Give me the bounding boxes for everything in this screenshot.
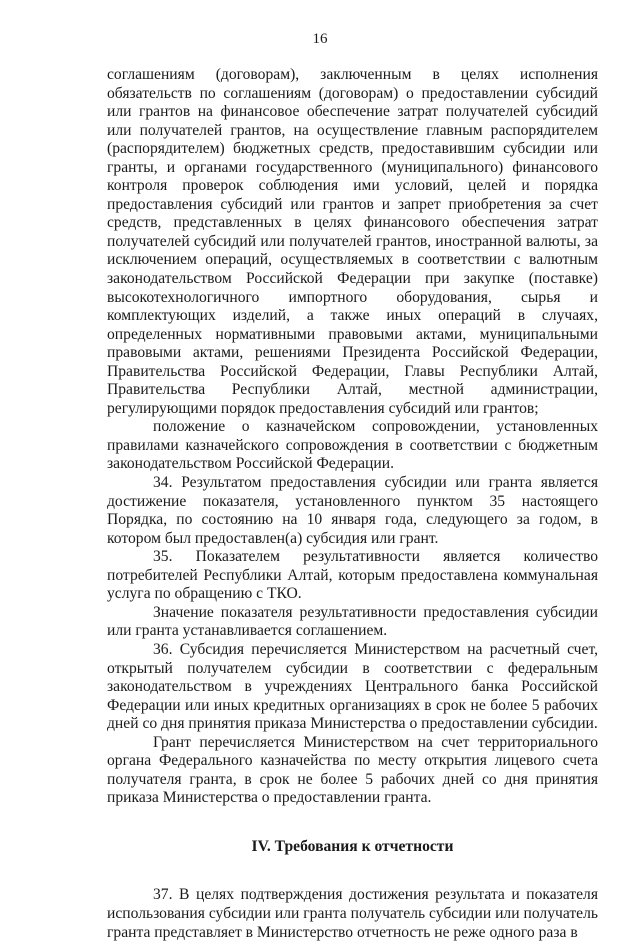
paragraph: положение о казначейском сопровождении, установленных правилами казначейского сопровождения в соответствии с бюджетным законодательством Российской Федерации. [107, 418, 598, 473]
paragraph: Грант перечисляется Министерством на счет территориального органа Федерального казначейства по месту открытия лицевого счета получателя гранта, в срок не более 5 рабочих дней со дня принятия приказа Министерства о предоставлении гранта. [107, 733, 598, 807]
document-body [107, 66, 598, 942]
paragraph: Значение показателя результативности предоставления субсидии или гранта устанавливается соглашением. [107, 603, 598, 640]
paragraph: 37. В целях подтверждения достижения результата и показателя использования субсидии или гранта получатель субсидии или получатель гранта представляет в Министерство отчетность не реже одного раза в [107, 886, 598, 941]
section-heading: IV. Требования к отчетности [251, 837, 454, 855]
paragraph: соглашениям (договорам), заключенным в целях исполнения обязательств по соглашениям (договорам) о предоставлении субсидий или грантов на финансовое обеспечение затрат получателей субсидий или получателей грантов, на осуществление главным распорядителем (распорядителем) бюджетных средств, предоставившим субсидии или гранты, и органами государственного (муниципального) финансового контроля проверок соблюдения ими условий, целей и порядка предоставления субсидий или грантов и запрет приобретения за счет средств, представленных в целях финансового обеспечения затрат получателей субсидий или получателей грантов, иностранной валюты, за исключением операций, осуществляемых в соответствии с валютным законодательством Российской Федерации при закупке (поставке) высокотехнологичного импортного оборудования, сырья и комплектующих изделий, а также иных операций в случаях, определенных нормативными правовыми актами, муниципальными правовыми актами, решениями Президента Российской Федерации, Правительства Российской Федерации, Главы Республики Алтай, Правительства Республики Алтай, местной администрации, регулирующими порядок предоставления субсидий или грантов; [107, 66, 598, 417]
page-number: 16 [312, 31, 328, 47]
paragraph: 35. Показателем результативности является количество потребителей Республики Алтай, которым предоставлена коммунальная услуга по обращению с ТКО. [107, 548, 598, 603]
paragraph: 34. Результатом предоставления субсидии или гранта является достижение показателя, установленного пунктом 35 настоящего Порядка, по состоянию на 10 января года, следующего за годом, в котором был предоставлен(а) субсидия или грант. [107, 474, 598, 547]
paragraph: 36. Субсидия перечисляется Министерством на расчетный счет, открытый получателем субсидии в соответствии с федеральным законодательством в учреждениях Центрального банка Российской Федерации или иных кредитных организациях в срок не более 5 рабочих дней со дня принятия приказа Министерства о предоставлении субсидии. [107, 640, 598, 733]
